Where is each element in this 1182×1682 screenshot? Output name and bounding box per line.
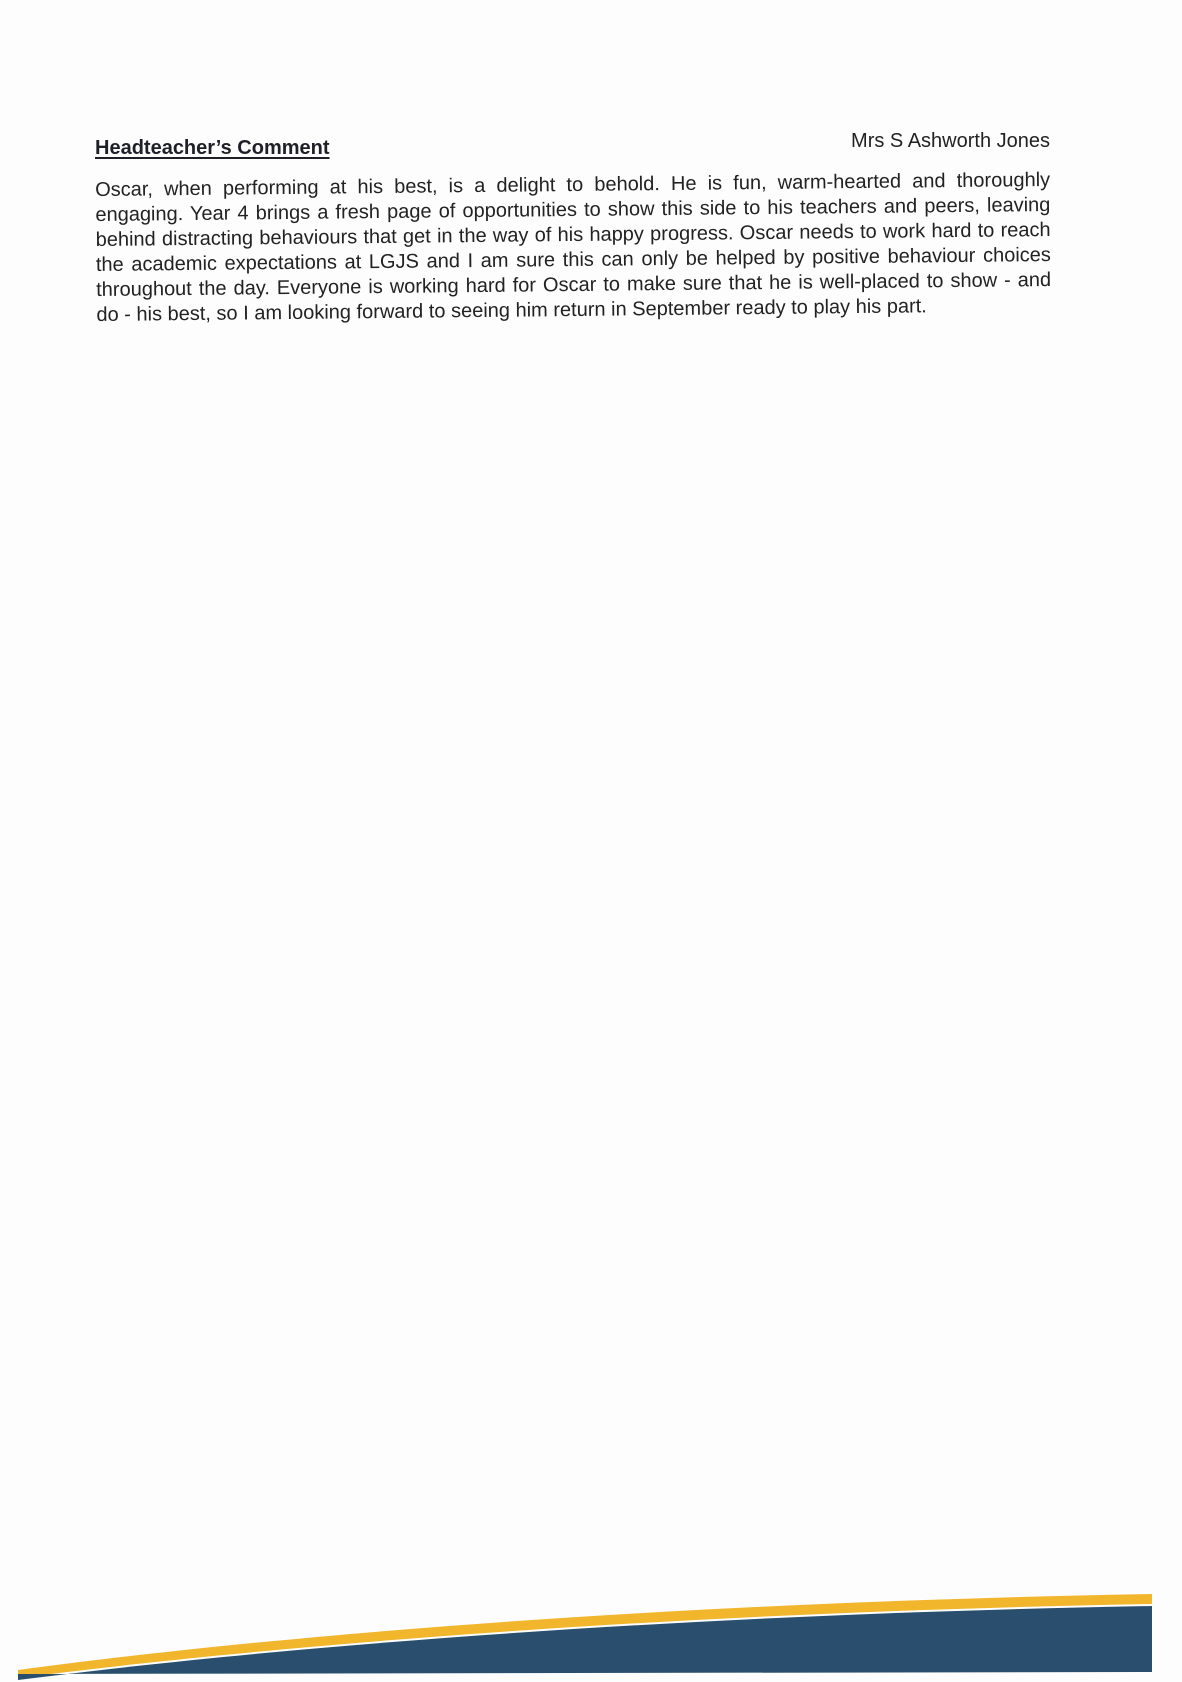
section-heading: Headteacher’s Comment [95, 137, 330, 159]
headteacher-comment-text: Oscar, when performing at his best, is a delight to behold. He is fun, warm-hearted and thoroughly engaging. Year 4 brings a fresh page of opportunities to show this side to his teachers and peers, leaving behind distracting behaviours that get in the way of his happy progress. Oscar needs to work hard to reach the academic expectations at LGJS and I am sure this can only be helped by positive behaviour choices throughout the day. Everyone is working hard for Oscar to make sure that he is well-placed to show - and do - his best, so I am looking forward to seeing him return in September ready to play his part. [95, 168, 1052, 326]
author-name: Mrs S Ashworth Jones [851, 130, 1050, 152]
footer-swoosh [0, 1522, 1182, 1682]
